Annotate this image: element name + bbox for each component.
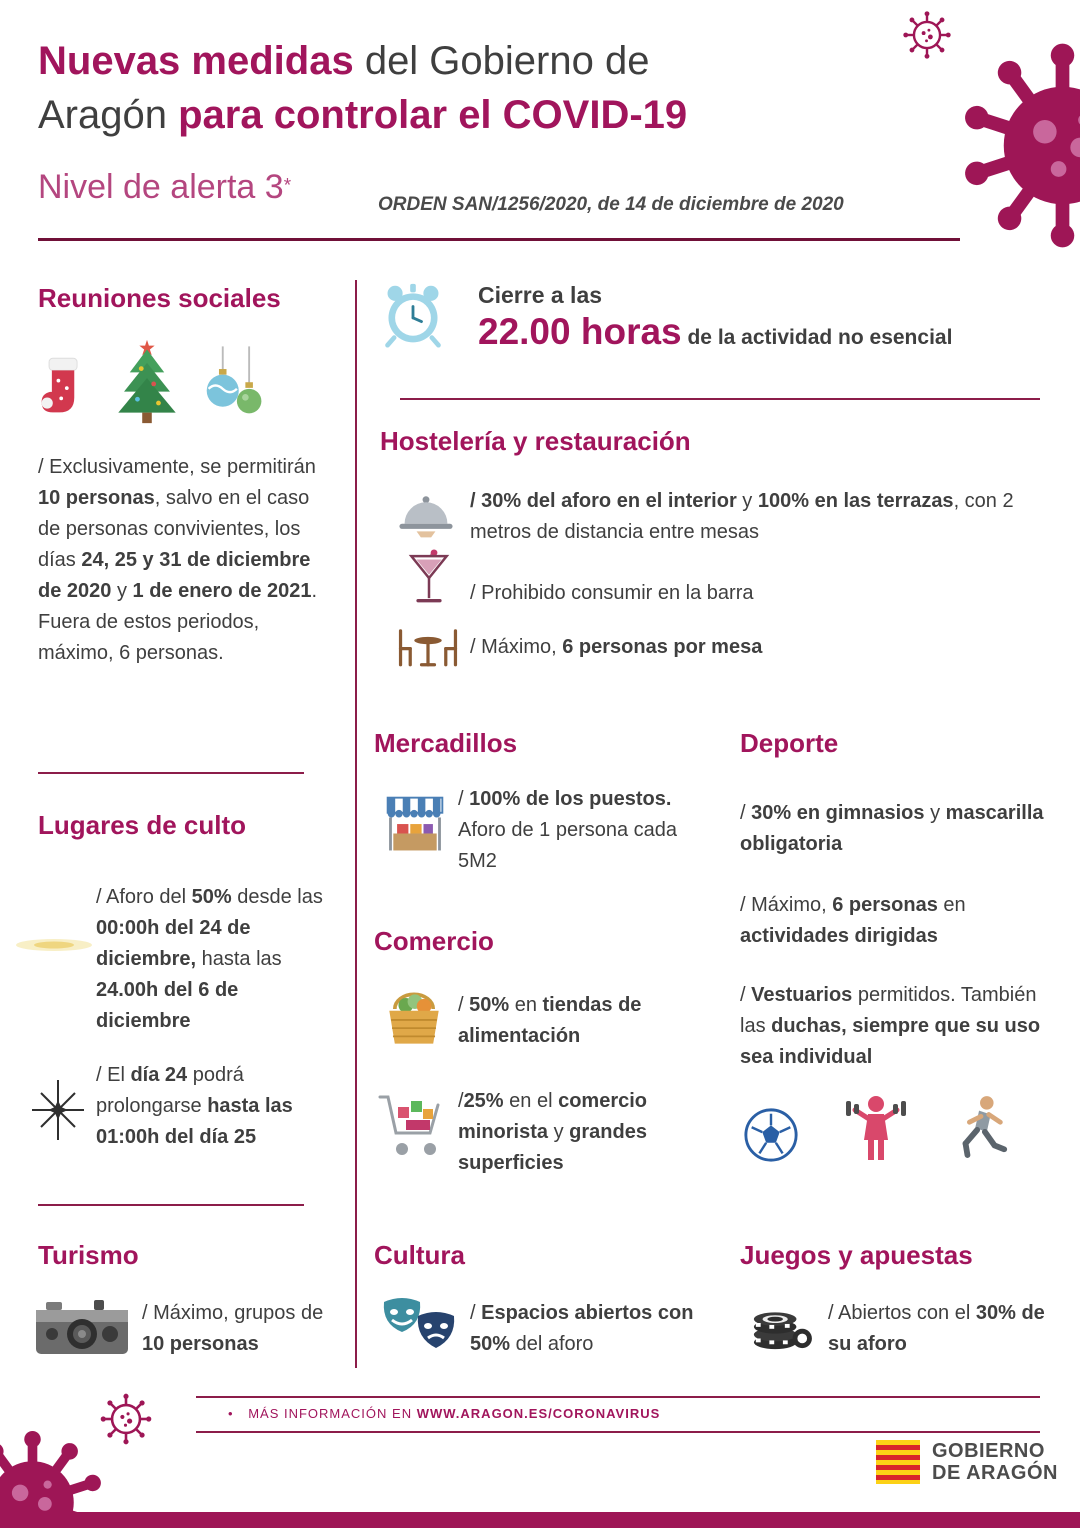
virus-icon bbox=[945, 28, 1080, 263]
mercadillos-text: / 100% de los puestos. Aforo de 1 persona cada 5M2 bbox=[458, 788, 678, 872]
camera-icon bbox=[34, 1296, 130, 1360]
header-rule bbox=[38, 238, 960, 241]
cocktail-icon bbox=[408, 546, 450, 610]
closure-suffix: de la actividad no esencial bbox=[681, 326, 953, 349]
deporte-item-2: / Máximo, 6 personas en actividades dirigidas bbox=[740, 894, 966, 947]
table-icon bbox=[394, 626, 462, 668]
masks-icon bbox=[378, 1294, 462, 1356]
comercio-item-1: / 50% en tiendas de alimentación bbox=[458, 994, 642, 1047]
hosteleria-item-1: / 30% del aforo en el interior y 100% en las terrazas, con 2 metros de distancia entre mesas bbox=[470, 490, 1014, 543]
footer-info bbox=[228, 1406, 660, 1421]
footer-info-link[interactable]: WWW.ARAGON.ES/CORONAVIRUS bbox=[416, 1406, 661, 1421]
vertical-divider bbox=[355, 280, 357, 1368]
cart-icon bbox=[376, 1086, 450, 1162]
closure-time-line bbox=[478, 311, 952, 353]
basket-icon bbox=[382, 990, 446, 1048]
turismo-text: / Máximo, grupos de 10 personas bbox=[142, 1302, 324, 1355]
closure-block bbox=[478, 282, 952, 353]
culto-item-1: / Aforo del 50% desde las 00:00h del 24 de diciembre, hasta las 24.00h del 6 de diciembre bbox=[96, 886, 323, 1032]
reuniones-icons bbox=[36, 338, 268, 426]
footer-line-top bbox=[196, 1396, 1040, 1398]
comercio-title: Comercio bbox=[374, 926, 494, 956]
left-divider-1 bbox=[38, 772, 304, 774]
culto-item-2: / El día 24 podrá prolongarse hasta las 01:00h del día 25 bbox=[96, 1064, 293, 1148]
closure-intro: Cierre a las bbox=[478, 282, 603, 308]
cultura-text: / Espacios abiertos con 50% del aforo bbox=[470, 1302, 694, 1355]
cloche-icon bbox=[396, 492, 456, 540]
turismo-title: Turismo bbox=[38, 1240, 139, 1270]
reuniones-title: Reuniones sociales bbox=[38, 283, 281, 313]
closure-divider bbox=[400, 398, 1040, 400]
bottom-bar bbox=[0, 1512, 1080, 1528]
weights-icon bbox=[844, 1092, 908, 1164]
hosteleria-item-3: / Máximo, 6 personas por mesa bbox=[470, 636, 763, 658]
glow-icon bbox=[12, 930, 96, 960]
stocking-icon bbox=[36, 354, 92, 426]
mercadillos-title: Mercadillos bbox=[374, 728, 518, 758]
deporte-item-1: / 30% en gimnasios y mascarilla obligatoria bbox=[740, 802, 1044, 855]
flag-icon bbox=[874, 1438, 922, 1486]
market-icon bbox=[382, 792, 448, 858]
footer-bullet: • bbox=[228, 1406, 234, 1421]
gobierno-aragon-logo bbox=[874, 1438, 1058, 1486]
footer-line-bottom bbox=[196, 1431, 1040, 1433]
main-title-line1: Nuevas medidas del Gobierno de bbox=[38, 39, 650, 83]
alert-level bbox=[38, 168, 291, 207]
hosteleria-title: Hostelería y restauración bbox=[380, 426, 691, 456]
tree-icon bbox=[108, 338, 186, 426]
logo-line1: GOBIERNO bbox=[932, 1440, 1045, 1462]
deporte-item-3: / Vestuarios permitidos. También las duchas, siempre que su uso sea individual bbox=[740, 984, 1041, 1068]
soccer-icon bbox=[742, 1106, 800, 1164]
alert-asterisk: * bbox=[283, 175, 292, 197]
main-title bbox=[38, 34, 908, 142]
main-title-line2: Aragón para controlar el COVID-19 bbox=[38, 93, 688, 137]
chips-icon bbox=[746, 1294, 814, 1352]
culto-title: Lugares de culto bbox=[38, 810, 247, 840]
juegos-title: Juegos y apuestas bbox=[740, 1240, 973, 1270]
logo-line2: DE ARAGÓN bbox=[932, 1462, 1058, 1484]
cultura-title: Cultura bbox=[374, 1240, 465, 1270]
left-divider-2 bbox=[38, 1204, 304, 1206]
comercio-item-2: /25% en el comercio minorista y grandes superficies bbox=[458, 1090, 648, 1174]
order-reference: ORDEN SAN/1256/2020, de 14 de diciembre de 2020 bbox=[378, 194, 844, 215]
closure-time: 22.00 horas bbox=[478, 311, 682, 352]
footer-info-prefix: MÁS INFORMACIÓN EN bbox=[248, 1406, 417, 1421]
alert-level-text: Nivel de alerta 3 bbox=[38, 168, 284, 206]
reuniones-text: / Exclusivamente, se permitirán 10 personas, salvo en el caso de personas convivientes, los días 24, 25 y 31 de diciembre de 2020 y 1 de enero de 2021. Fuera de estos periodos, máximo, 6 personas. bbox=[38, 456, 318, 664]
alarm-clock-icon bbox=[380, 282, 446, 348]
baubles-icon bbox=[202, 346, 268, 426]
deporte-icons bbox=[742, 1092, 1010, 1164]
runner-icon bbox=[952, 1092, 1010, 1164]
deporte-title: Deporte bbox=[740, 728, 839, 758]
juegos-text: / Abiertos con el 30% de su aforo bbox=[828, 1302, 1045, 1355]
logo-text bbox=[932, 1440, 1058, 1484]
hosteleria-item-2: / Prohibido consumir en la barra bbox=[470, 582, 754, 604]
star-icon bbox=[26, 1078, 90, 1142]
